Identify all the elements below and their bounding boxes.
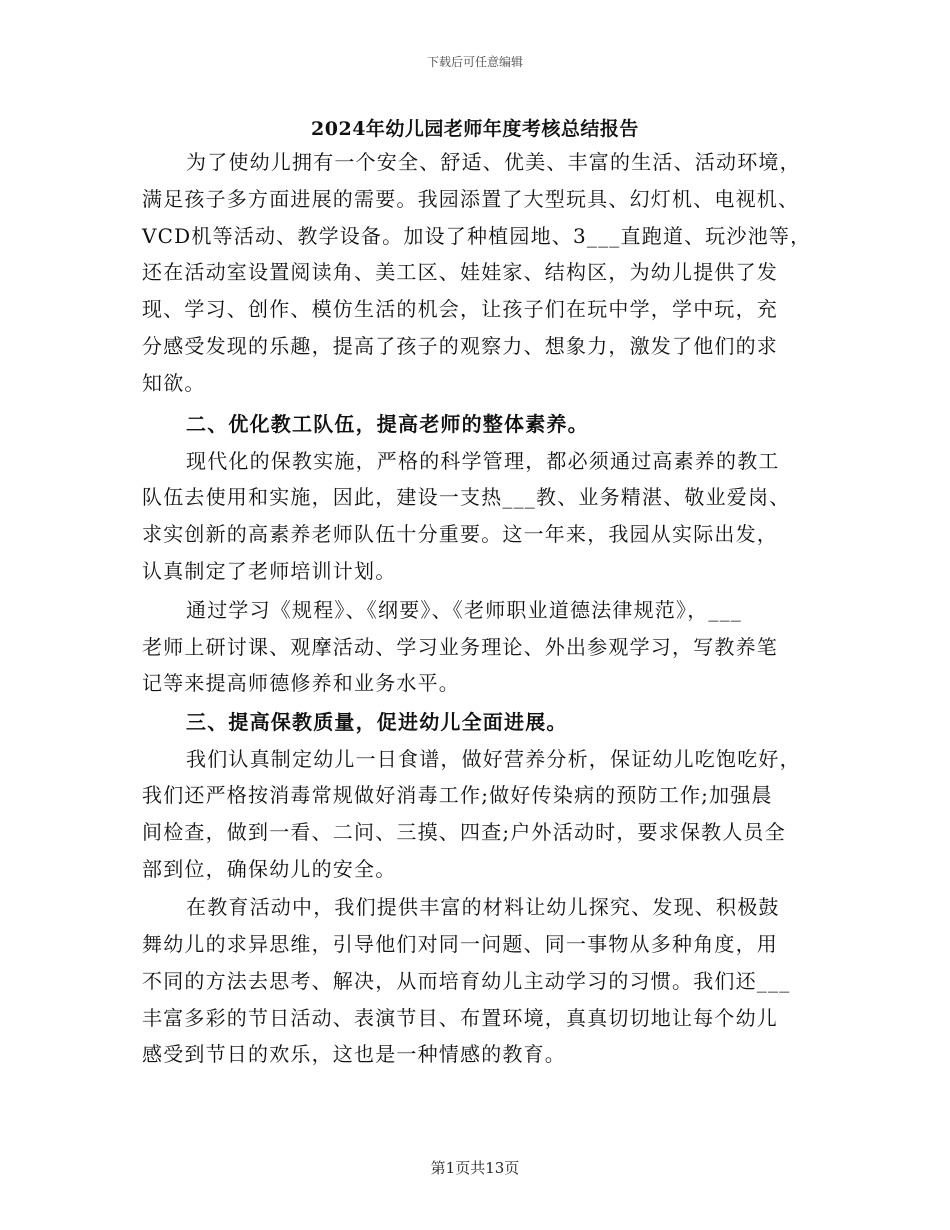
section-heading: 二、优化教工队伍，提高老师的整体素养。 (186, 412, 589, 436)
paragraph-line: 求实创新的高素养老师队伍十分重要。这一年来，我园从实际出发， (142, 522, 778, 546)
paragraph-line: 通过学习《规程》、《纲要》、《老师职业道德法律规范》，___ (186, 598, 742, 622)
paragraph-line: 丰富多彩的节日活动、表演节目、布置环境，真真切切地让每个幼儿 (142, 1006, 778, 1030)
paragraph-line: 在教育活动中，我们提供丰富的材料让幼儿探究、发现、积极鼓 (186, 895, 780, 919)
paragraph-line: 不同的方法去思考、解决，从而培育幼儿主动学习的习惯。我们还___ (142, 969, 791, 993)
paragraph-line: 队伍去使用和实施，因此，建设一支热___教、业务精湛、敬业爱岗、 (142, 485, 791, 509)
paragraph-line: 舞幼儿的求异思维，引导他们对同一问题、同一事物从多种角度，用 (142, 932, 778, 956)
paragraph-line: 为了使幼儿拥有一个安全、舒适、优美、丰富的生活、活动环境， (186, 150, 801, 174)
paragraph-line: 我们还严格按消毒常规做好消毒工作;做好传染病的预防工作;加强晨 (142, 783, 773, 807)
paragraph-line: 还在活动室设置阅读角、美工区、娃娃家、结构区，为幼儿提供了发 (142, 260, 778, 284)
paragraph-line: 知欲。 (142, 371, 206, 395)
paragraph-line: 满足孩子多方面进展的需要。我园添置了大型玩具、幻灯机、电视机、 (142, 187, 800, 211)
paragraph-line: VCD机等活动、教学设备。加设了种植园地、3___直跑道、玩沙池等， (142, 224, 812, 248)
paragraph-line: 间检查，做到一看、二问、三摸、四查;户外活动时，要求保教人员全 (142, 820, 786, 844)
paragraph-line: 老师上研讨课、观摩活动、学习业务理论、外出参观学习，写教养笔 (142, 635, 778, 659)
paragraph-line: 记等来提高师德修养和业务水平。 (142, 671, 460, 695)
paragraph-line: 分感受发现的乐趣，提高了孩子的观察力、想象力，激发了他们的求 (142, 334, 778, 358)
header-note: 下载后可任意编辑 (426, 55, 523, 69)
document-title: 2024年幼儿园老师年度考核总结报告 (311, 118, 639, 140)
paragraph-line: 现、学习、创作、模仿生活的机会，让孩子们在玩中学，学中玩，充 (142, 297, 778, 321)
paragraph-line: 认真制定了老师培训计划。 (142, 559, 397, 583)
section-heading: 三、提高保教质量，促进幼儿全面进展。 (186, 710, 568, 734)
paragraph-line: 部到位，确保幼儿的安全。 (142, 857, 397, 881)
paragraph-line: 现代化的保教实施，严格的科学管理，都必须通过高素养的教工 (186, 449, 780, 473)
paragraph-line: 我们认真制定幼儿一日食谱，做好营养分析，保证幼儿吃饱吃好， (186, 747, 801, 771)
paragraph-line: 感受到节日的欢乐，这也是一种情感的教育。 (142, 1042, 566, 1066)
page-number-footer: 第1页共13页 (430, 1159, 520, 1177)
